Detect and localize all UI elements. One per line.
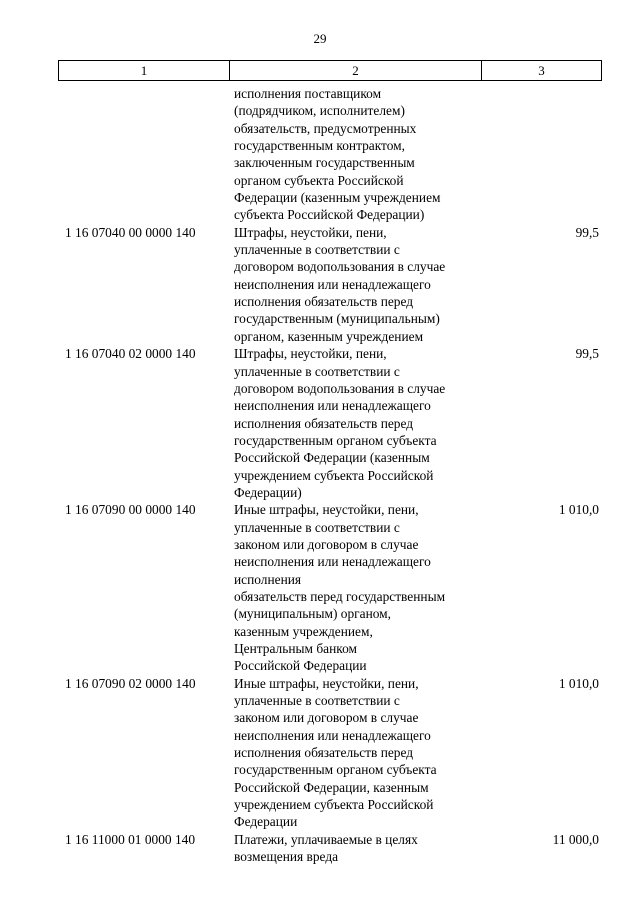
row-amount: 1 010,0 <box>558 502 599 518</box>
header-col-1: 1 <box>59 61 230 80</box>
row-description: Штрафы, неустойки, пени, уплаченные в соответствии с договором водопользования в случае неисполнения или ненадлежащего исполнения обязательств перед государственным органом субъекта Российской Федерации (казенным учреждением субъекта Российской Федерации) <box>234 346 446 500</box>
page-number: 29 <box>313 31 327 46</box>
budget-code: 1 16 11000 01 0000 140 <box>65 831 196 847</box>
table-row <box>65 675 599 831</box>
table-row <box>65 501 599 674</box>
row-amount: 99,5 <box>575 224 599 240</box>
table-row <box>65 831 599 866</box>
table-header <box>58 60 602 81</box>
row-description: Штрафы, неустойки, пени, уплаченные в соответствии с договором водопользования в случае неисполнения или ненадлежащего исполнения обязательств перед государственным (муниципальным) органом, казенным учреждением <box>234 224 446 344</box>
row-description: Платежи, уплачиваемые в целях возмещения вреда <box>234 831 418 865</box>
row-amount: 11 000,0 <box>552 831 599 847</box>
header-col-2: 2 <box>230 61 482 80</box>
budget-code: 1 16 07040 02 0000 140 <box>65 346 196 362</box>
budget-code: 1 16 07040 00 0000 140 <box>65 224 196 240</box>
header-col-3: 3 <box>538 63 545 78</box>
row-amount: 1 010,0 <box>558 675 599 691</box>
row-description: Иные штрафы, неустойки, пени, уплаченные в соответствии с законом или договором в случае неисполнения или ненадлежащего исполнения обязательств перед государственным (муниципальным) органом, казенным учреждением, Центральным банком Российской Федерации <box>234 502 446 674</box>
row-description: Иные штрафы, неустойки, пени, уплаченные в соответствии с законом или договором в случае неисполнения или ненадлежащего исполнения обязательств перед государственным органом субъекта Российской Федерации, казенным учреждением субъекта Российской Федерации <box>234 675 437 830</box>
table-row <box>65 224 599 345</box>
table-row <box>65 345 599 501</box>
budget-code: 1 16 07090 02 0000 140 <box>65 675 196 691</box>
table-body <box>65 85 599 865</box>
row-description: исполнения поставщиком (подрядчиком, исполнителем) обязательств, предусмотренных государственным контрактом, заключенным государственным органом субъекта Российской Федерации (казенным учреждением субъекта Российской Федерации) <box>234 86 441 223</box>
table-row <box>65 85 599 224</box>
row-amount: 99,5 <box>575 346 599 362</box>
budget-code: 1 16 07090 00 0000 140 <box>65 502 196 518</box>
